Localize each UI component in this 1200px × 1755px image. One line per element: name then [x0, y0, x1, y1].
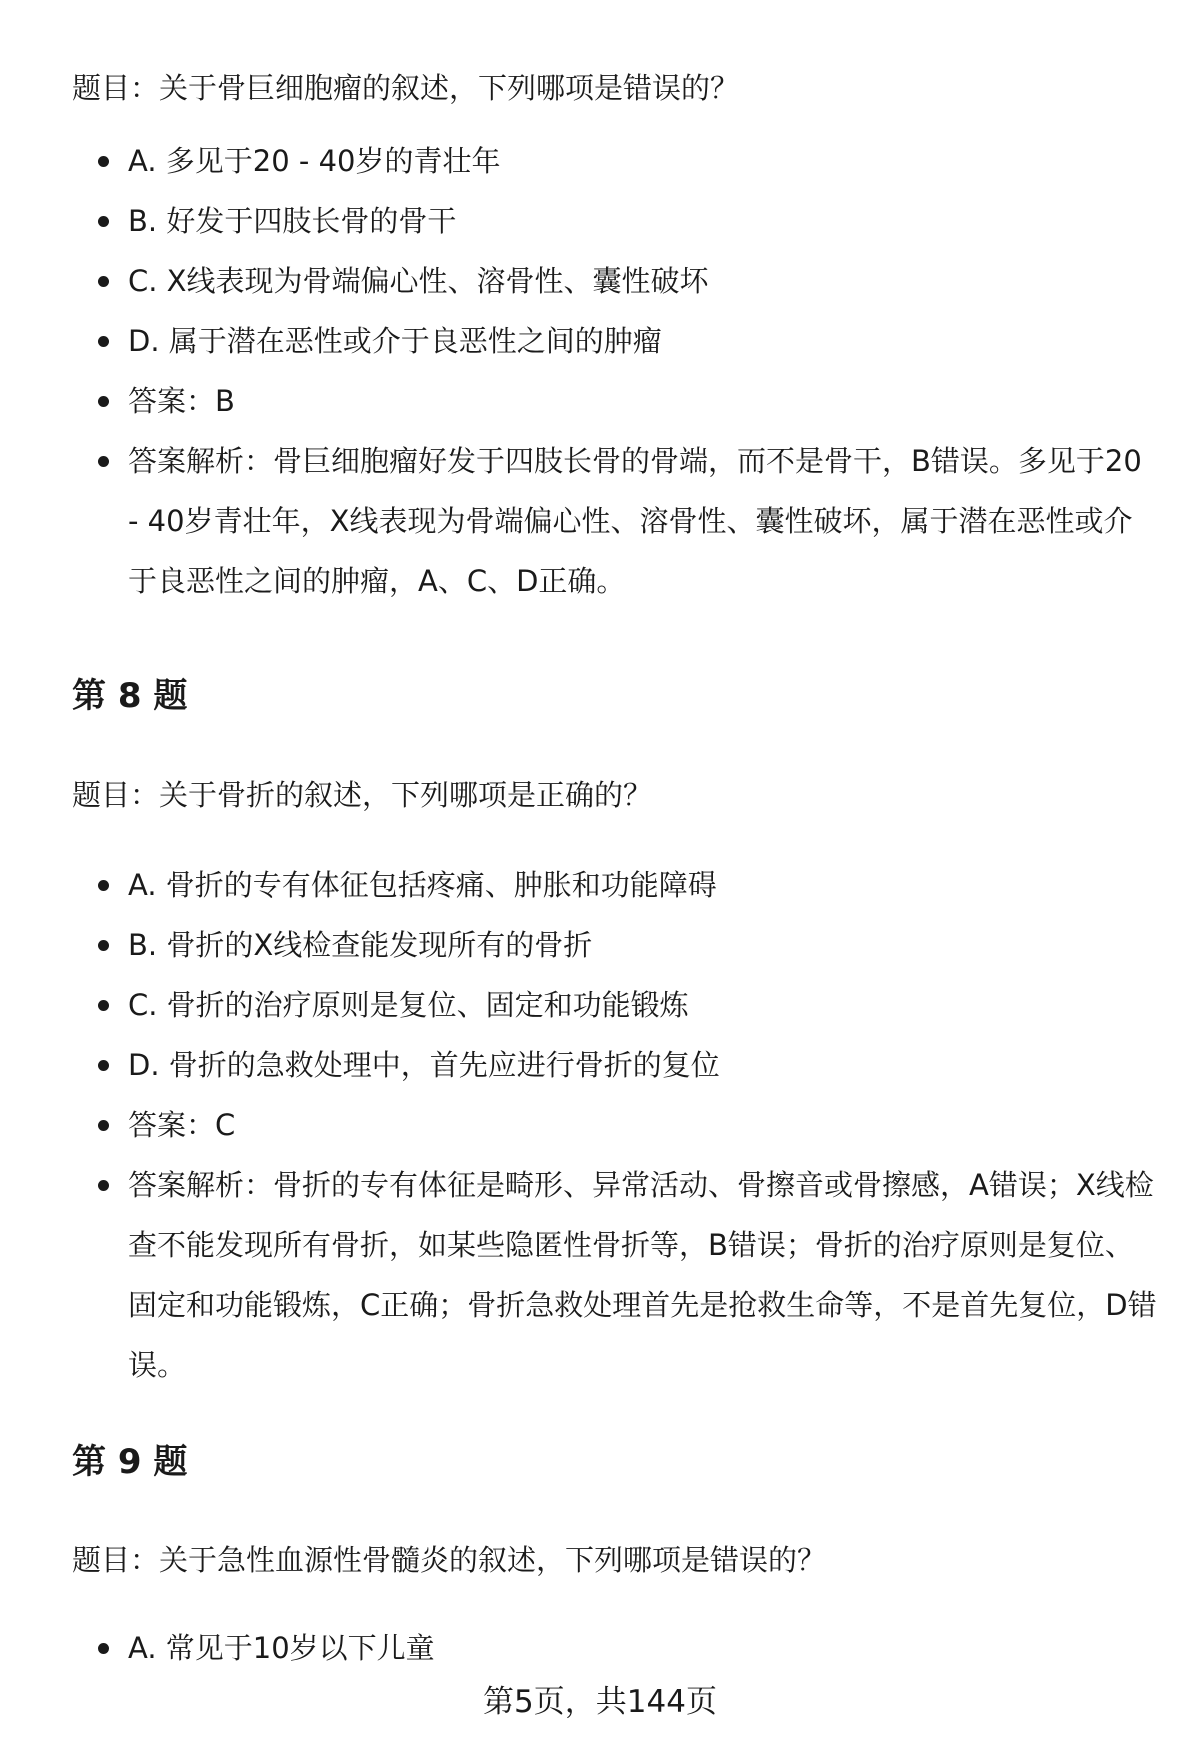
q9-option-a: A. 常见于10岁以下儿童 [0, 1618, 1200, 1678]
q8-option-c: C. 骨折的治疗原则是复位、固定和功能锻炼 [0, 975, 1200, 1035]
q8-option-d: D. 骨折的急救处理中，首先应进行骨折的复位 [0, 1035, 1200, 1095]
q8-options-list [0, 855, 1200, 1395]
q7-option-a: A. 多见于20 - 40岁的青壮年 [0, 131, 1200, 191]
q8-heading: 第 8 题 [72, 676, 188, 716]
q9-options-list [0, 1618, 1200, 1678]
q7-options-list [0, 131, 1200, 611]
q7-explanation: 答案解析：骨巨细胞瘤好发于四肢长骨的骨端，而不是骨干，B错误。多见于20 - 40岁青壮年，X线表现为骨端偏心性、溶骨性、囊性破坏，属于潜在恶性或介于良恶性之间的肿瘤，A、C、D正确。 [0, 431, 1200, 611]
q7-stem: 题目：关于骨巨细胞瘤的叙述，下列哪项是错误的？ [72, 71, 740, 105]
q9-heading: 第 9 题 [72, 1442, 188, 1482]
q8-answer: 答案：C [0, 1095, 1200, 1155]
page-footer: 第5页，共144页 [483, 1684, 717, 1720]
q8-explanation: 答案解析：骨折的专有体征是畸形、异常活动、骨擦音或骨擦感，A错误；X线检查不能发现所有骨折，如某些隐匿性骨折等，B错误；骨折的治疗原则是复位、固定和功能锻炼，C正确；骨折急救处理首先是抢救生命等，不是首先复位，D错误。 [0, 1155, 1200, 1395]
q7-answer: 答案：B [0, 371, 1200, 431]
q9-stem: 题目：关于急性血源性骨髓炎的叙述，下列哪项是错误的？ [72, 1543, 827, 1577]
q7-option-c: C. X线表现为骨端偏心性、溶骨性、囊性破坏 [0, 251, 1200, 311]
q8-option-a: A. 骨折的专有体征包括疼痛、肿胀和功能障碍 [0, 855, 1200, 915]
q8-option-b: B. 骨折的X线检查能发现所有的骨折 [0, 915, 1200, 975]
q7-option-b: B. 好发于四肢长骨的骨干 [0, 191, 1200, 251]
q8-stem: 题目：关于骨折的叙述，下列哪项是正确的？ [72, 778, 653, 812]
q7-option-d: D. 属于潜在恶性或介于良恶性之间的肿瘤 [0, 311, 1200, 371]
